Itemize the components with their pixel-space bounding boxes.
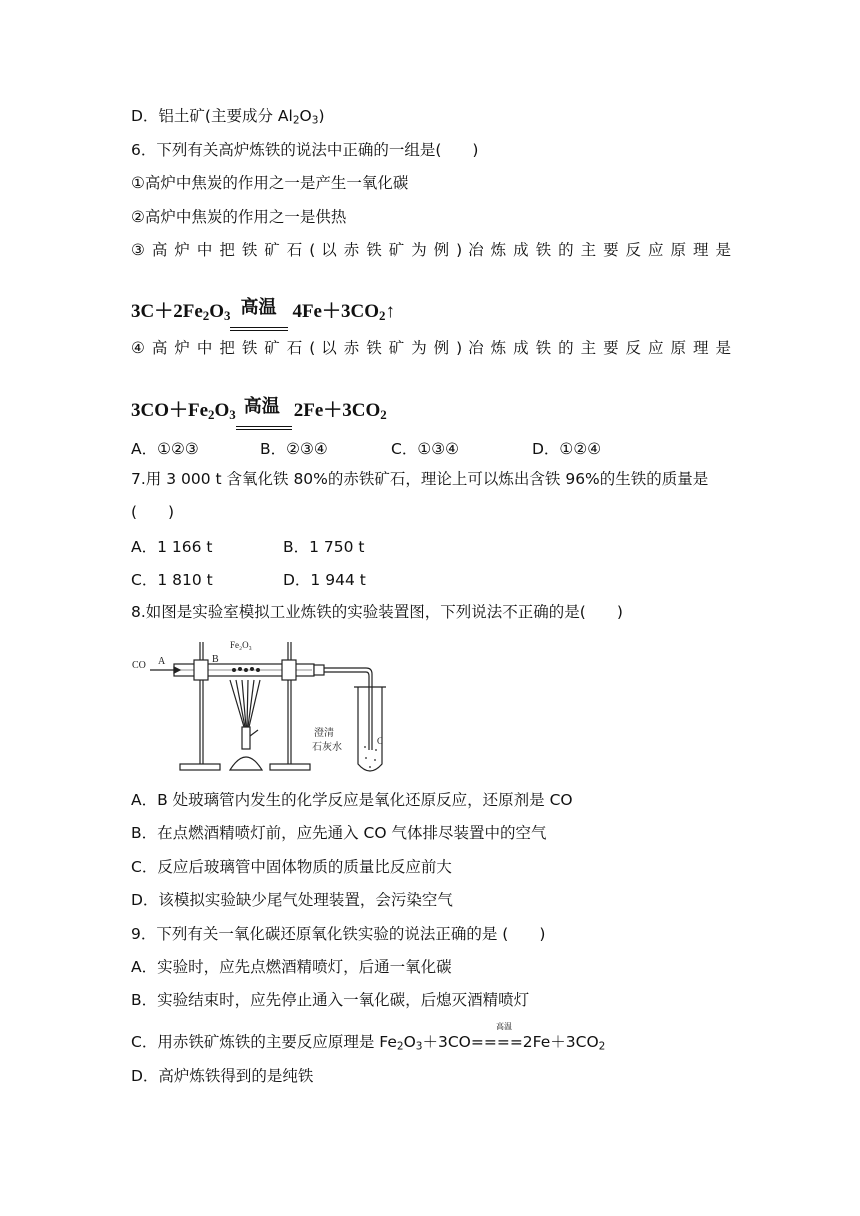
q5-option-d-suffix: ) <box>318 107 325 125</box>
q9-option-b: B．实验结束时，应先停止通入一氧化碳，后熄灭酒精喷灯 <box>131 991 530 1009</box>
q8-option-c: C．反应后玻璃管中固体物质的质量比反应前大 <box>131 858 452 876</box>
eq3-o: O <box>209 301 224 322</box>
q5-option-d-text: D．铝土矿(主要成分 Al <box>131 107 293 125</box>
subscript: 3 <box>224 308 231 324</box>
eq3-condition: 高温 <box>240 297 277 317</box>
label-lime-2: 石灰水 <box>312 742 342 753</box>
double-line <box>236 426 292 430</box>
gas-arrow: ↑ <box>385 301 395 322</box>
q8-option-b: B．在点燃酒精喷灯前，应先通入 CO 气体排尽装置中的空气 <box>131 824 547 842</box>
eq4-o: O <box>214 400 230 421</box>
subscript: 2 <box>202 308 210 324</box>
q7-stem: 7.用 3 000 t 含氧化铁 80%的赤铁矿石，理论上可以炼出含铁 96%的生铁的质量是 <box>131 470 709 488</box>
q6-statement-1: ①高炉中焦炭的作用之一是产生一氧化碳 <box>131 174 409 192</box>
q9-c-mid: ＋3CO====2Fe＋3CO <box>422 1033 599 1051</box>
subscript: 2 <box>292 114 300 127</box>
q9-option-d: D．高炉炼铁得到的是纯铁 <box>131 1067 314 1085</box>
q6-option-c: C．①③④ <box>391 440 460 458</box>
q8-option-a: A．B 处玻璃管内发生的化学反应是氧化还原反应，还原剂是 CO <box>131 791 573 809</box>
double-line <box>230 327 288 331</box>
label-b: B <box>212 654 219 665</box>
eq4-left: 3CO＋Fe <box>131 400 209 421</box>
q6-statement-4: ④ 高 炉 中 把 铁 矿 石 ( 以 赤 铁 矿 为 例 ) 冶 炼 成 铁 的 主 要 反 应 原 理 是 <box>131 339 731 357</box>
q9-option-c <box>131 1032 605 1052</box>
q7-option-b: B．1 750 t <box>283 538 365 556</box>
q6-option-b: B．②③④ <box>260 440 328 458</box>
q6-equation-3 <box>131 296 395 323</box>
q6-option-a: A．①②③ <box>131 440 199 458</box>
subscript: 3 <box>311 114 319 127</box>
subscript: 2 <box>598 1040 606 1053</box>
q6-stem: 6．下列有关高炉炼铁的说法中正确的一组是( ) <box>131 141 479 159</box>
subscript: 3 <box>229 407 236 423</box>
q7-option-a: A．1 166 t <box>131 538 213 556</box>
q9-stem: 9．下列有关一氧化碳还原氧化铁实验的说法正确的是 ( ) <box>131 925 546 943</box>
q9-c-prefix: C．用赤铁矿炼铁的主要反应原理是 Fe <box>131 1033 397 1051</box>
q6-statement-3: ③ 高 炉 中 把 铁 矿 石 ( 以 赤 铁 矿 为 例 ) 冶 炼 成 铁 的 主 要 反 应 原 理 是 <box>131 241 731 259</box>
eq4-condition: 高温 <box>243 396 280 416</box>
q9-c-condition: 高温 <box>496 1022 512 1031</box>
label-a: A <box>158 656 166 667</box>
eq3-left: 3C＋2Fe <box>131 301 203 322</box>
q9-option-a: A．实验时，应先点燃酒精喷灯，后通一氧化碳 <box>131 958 452 976</box>
q7-option-d: D．1 944 t <box>283 571 366 589</box>
q5-option-d <box>131 106 325 126</box>
subscript: 3 <box>415 1040 423 1053</box>
q7-paren: ( ) <box>131 503 175 521</box>
q6-statement-2: ②高炉中焦炭的作用之一是供热 <box>131 208 347 226</box>
q6-option-d: D．①②④ <box>532 440 602 458</box>
q7-option-c: C．1 810 t <box>131 571 213 589</box>
q8-stem: 8.如图是实验室模拟工业炼铁的实验装置图，下列说法不正确的是( ) <box>131 603 623 621</box>
eq4-right: 2Fe＋3CO <box>293 400 381 421</box>
subscript: 2 <box>208 407 215 423</box>
subscript: 2 <box>380 407 387 423</box>
apparatus-figure <box>130 632 400 774</box>
q6-equation-4 <box>131 395 387 422</box>
label-lime-1: 澄清 <box>314 728 334 739</box>
label-fe2o3: Fe₂O₃ <box>230 640 252 650</box>
subscript: 2 <box>396 1040 404 1053</box>
q9-c-o: O <box>403 1033 416 1051</box>
subscript: 2 <box>379 308 386 324</box>
eq3-right: 4Fe＋3CO <box>292 301 379 322</box>
q5-option-d-o: O <box>299 107 312 125</box>
label-co: CO <box>132 660 146 671</box>
q8-option-d: D．该模拟实验缺少尾气处理装置，会污染空气 <box>131 891 453 909</box>
label-c: C <box>377 736 384 746</box>
